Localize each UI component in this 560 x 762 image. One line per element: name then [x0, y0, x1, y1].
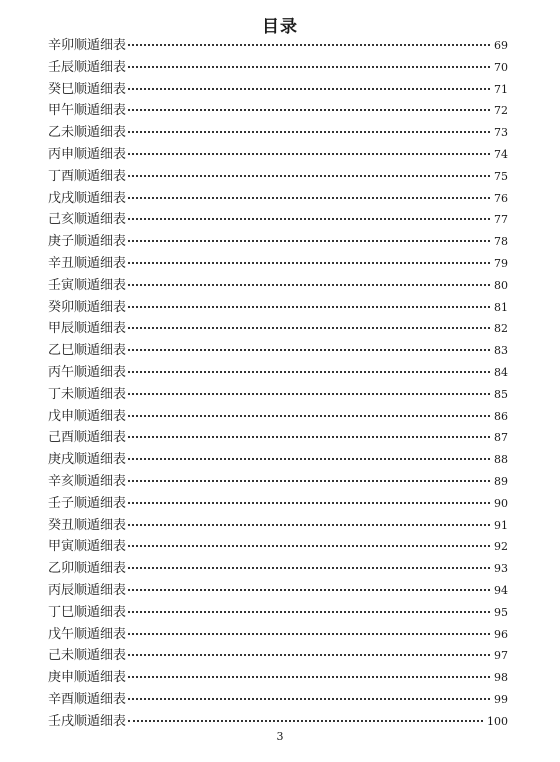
toc-entry-title: 甲寅顺遁细表 — [48, 539, 127, 555]
dot-leader — [128, 435, 490, 438]
toc-entry-page: 93 — [494, 562, 508, 576]
toc-entry-title: 庚申顺遁细表 — [48, 670, 127, 686]
dot-leader — [128, 653, 490, 656]
toc-entry-title: 丁未顺遁细表 — [48, 386, 127, 402]
toc-entry-title: 丁酉顺遁细表 — [48, 168, 127, 184]
toc-entry-title: 甲辰顺遁细表 — [48, 321, 127, 337]
page-title: 目录 — [262, 17, 298, 37]
dot-leader — [128, 392, 490, 395]
toc-entry[interactable] — [48, 384, 508, 406]
toc-entry-title: 戊申顺遁细表 — [48, 408, 127, 424]
dot-leader — [128, 43, 490, 46]
toc-entry[interactable] — [48, 406, 508, 428]
dot-leader — [128, 523, 490, 526]
toc-entry[interactable] — [48, 297, 508, 319]
toc-entry-title: 壬辰顺遁细表 — [48, 59, 127, 75]
dot-leader — [128, 196, 490, 199]
toc-entry-title: 癸巳顺遁细表 — [48, 81, 127, 97]
toc-entry-page: 89 — [494, 474, 508, 488]
toc-entry[interactable] — [48, 209, 508, 231]
dot-leader — [128, 283, 490, 286]
toc-entry-title: 壬寅顺遁细表 — [48, 277, 127, 293]
toc-entry-page: 92 — [494, 540, 508, 554]
toc-entry[interactable] — [48, 471, 508, 493]
toc-entry[interactable] — [48, 100, 508, 122]
toc-entry-page: 86 — [494, 409, 508, 423]
toc-entry-title: 乙巳顺遁细表 — [48, 343, 127, 359]
toc-entry-page: 96 — [494, 627, 508, 641]
dot-leader — [128, 217, 490, 220]
toc-entry[interactable] — [48, 558, 508, 580]
toc-entry[interactable] — [48, 689, 508, 711]
dot-leader — [128, 174, 490, 177]
dot-leader — [128, 239, 490, 242]
toc-entry[interactable] — [48, 427, 508, 449]
toc-entry-title: 辛卯顺遁细表 — [48, 38, 127, 53]
toc-entry-page: 90 — [494, 496, 508, 510]
toc-entry-page: 70 — [494, 60, 508, 74]
dot-leader — [128, 457, 490, 460]
toc-entry[interactable] — [48, 57, 508, 79]
dot-leader — [128, 675, 490, 678]
toc-entry-page: 78 — [494, 235, 508, 249]
toc-entry-title: 己酉顺遁细表 — [48, 430, 127, 446]
toc-entry[interactable] — [48, 645, 508, 667]
dot-leader — [128, 152, 490, 155]
toc-entry-page: 95 — [494, 605, 508, 619]
toc-entry-page: 87 — [494, 431, 508, 445]
toc-entry-page: 73 — [494, 126, 508, 140]
toc-entry-title: 乙未顺遁细表 — [48, 125, 127, 141]
toc-entry-page: 99 — [494, 692, 508, 706]
toc-entry-page: 84 — [494, 365, 508, 379]
toc-entry-page: 100 — [487, 714, 508, 728]
toc-entry-page: 88 — [494, 453, 508, 467]
toc-entry[interactable] — [48, 580, 508, 602]
toc-entry-page: 71 — [494, 82, 508, 96]
toc-entry-title: 庚戌顺遁细表 — [48, 452, 127, 468]
toc-entry-page: 82 — [494, 322, 508, 336]
toc-list — [48, 35, 508, 733]
toc-entry-page: 94 — [494, 583, 508, 597]
toc-entry-page: 85 — [494, 387, 508, 401]
toc-entry-title: 辛酉顺遁细表 — [48, 691, 127, 707]
dot-leader — [128, 348, 490, 351]
toc-entry[interactable] — [48, 275, 508, 297]
toc-entry-title: 甲午顺遁细表 — [48, 103, 127, 119]
dot-leader — [128, 108, 490, 111]
toc-entry-title: 丙辰顺遁细表 — [48, 582, 127, 598]
toc-entry-page: 98 — [494, 671, 508, 685]
toc-entry[interactable] — [48, 166, 508, 188]
toc-entry-title: 丙申顺遁细表 — [48, 146, 127, 162]
dot-leader — [128, 87, 490, 90]
toc-entry-page: 80 — [494, 278, 508, 292]
toc-entry-page: 77 — [494, 213, 508, 227]
toc-entry[interactable] — [48, 340, 508, 362]
toc-entry-title: 戊午顺遁细表 — [48, 626, 127, 642]
dot-leader — [128, 326, 490, 329]
toc-entry-page: 83 — [494, 344, 508, 358]
toc-entry-title: 辛丑顺遁细表 — [48, 255, 127, 271]
toc-entry-title: 己未顺遁细表 — [48, 648, 127, 664]
page-number: 3 — [276, 730, 284, 743]
dot-leader — [128, 370, 490, 373]
dot-leader — [128, 610, 490, 613]
toc-entry[interactable] — [48, 515, 508, 537]
dot-leader — [128, 130, 490, 133]
toc-entry[interactable] — [48, 35, 508, 57]
dot-leader — [128, 65, 490, 68]
toc-entry[interactable] — [48, 602, 508, 624]
toc-entry-title: 己亥顺遁细表 — [48, 212, 127, 228]
toc-entry-title: 癸丑顺遁细表 — [48, 517, 127, 533]
toc-entry-title: 乙卯顺遁细表 — [48, 561, 127, 577]
dot-leader — [128, 501, 490, 504]
toc-entry[interactable] — [48, 536, 508, 558]
toc-entry-page: 74 — [494, 147, 508, 161]
toc-entry-title: 辛亥顺遁细表 — [48, 473, 127, 489]
toc-entry-page: 81 — [494, 300, 508, 314]
toc-entry[interactable] — [48, 667, 508, 689]
toc-entry-page: 76 — [494, 191, 508, 205]
dot-leader — [128, 632, 490, 635]
toc-entry-title: 丁巳顺遁细表 — [48, 604, 127, 620]
toc-entry-title: 戊戌顺遁细表 — [48, 190, 127, 206]
toc-entry[interactable] — [48, 144, 508, 166]
toc-entry[interactable] — [48, 79, 508, 101]
toc-entry[interactable] — [48, 253, 508, 275]
toc-entry[interactable] — [48, 449, 508, 471]
toc-entry[interactable] — [48, 362, 508, 384]
toc-entry-page: 91 — [494, 518, 508, 532]
toc-entry-page: 79 — [494, 256, 508, 270]
dot-leader — [128, 305, 490, 308]
dot-leader — [128, 719, 483, 722]
dot-leader — [128, 588, 490, 591]
toc-entry-title: 癸卯顺遁细表 — [48, 299, 127, 315]
toc-entry[interactable] — [48, 624, 508, 646]
dot-leader — [128, 544, 490, 547]
dot-leader — [128, 479, 490, 482]
dot-leader — [128, 566, 490, 569]
toc-entry[interactable] — [48, 188, 508, 210]
toc-entry-title: 庚子顺遁细表 — [48, 234, 127, 250]
toc-entry[interactable] — [48, 493, 508, 515]
dot-leader — [128, 697, 490, 700]
toc-entry-page: 72 — [494, 104, 508, 118]
toc-entry[interactable] — [48, 231, 508, 253]
toc-entry[interactable] — [48, 318, 508, 340]
toc-entry-title: 丙午顺遁细表 — [48, 364, 127, 380]
toc-entry-page: 69 — [494, 39, 508, 52]
toc-entry-title: 壬子顺遁细表 — [48, 495, 127, 511]
toc-entry-title: 壬戌顺遁细表 — [48, 713, 127, 729]
dot-leader — [128, 261, 490, 264]
toc-entry-page: 75 — [494, 169, 508, 183]
toc-entry-page: 97 — [494, 649, 508, 663]
toc-entry[interactable] — [48, 122, 508, 144]
dot-leader — [128, 414, 490, 417]
